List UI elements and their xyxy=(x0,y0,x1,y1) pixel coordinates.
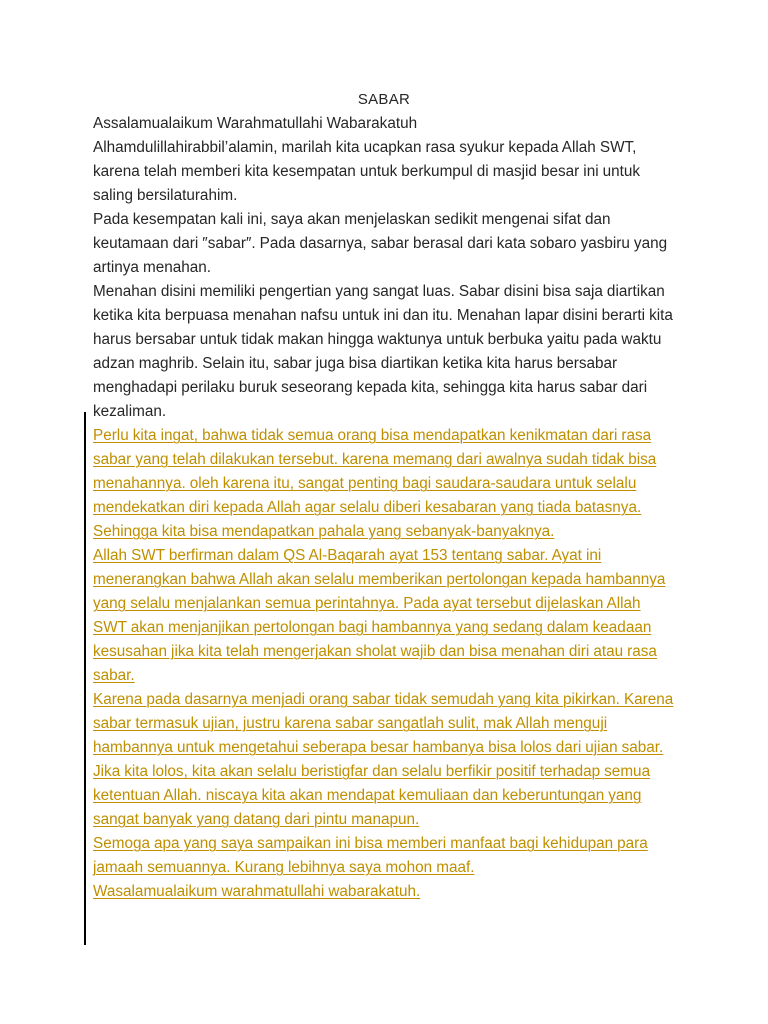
paragraph-revised-trial-of-patience: Karena pada dasarnya menjadi orang sabar tidak semudah yang kita pikirkan. Karena sabar termasuk ujian, justru karena sabar sangatlah sulit, mak Allah menguji hambannya untuk mengetahui seberapa besar hambanya bisa lolos dari ujian sabar. Jika kita lolos, kita akan selalu beristigfar dan selalu berfikir positif terhadap semua ketentuan Allah. niscaya kita akan mendapat kemuliaan dan keberuntungan yang sangat banyak yang datang dari pintu manapun. xyxy=(93,691,674,828)
paragraph-revised-reminder: Perlu kita ingat, bahwa tidak semua orang bisa mendapatkan kenikmatan dari rasa sabar yang telah dilakukan tersebut. karena memang dari awalnya sudah tidak bisa menahannya. oleh karena itu, sangat penting bagi saudara-saudara untuk selalu mendekatkan diri kepada Allah agar selalu diberi kesabaran yang tiada batasnya. Sehingga kita bisa mendapatkan pahala yang sebanyak-banyaknya. xyxy=(93,427,657,540)
revision-change-bar xyxy=(84,412,86,945)
revised-text-block xyxy=(93,424,675,904)
paragraph-revised-quran-verse: Allah SWT berfirman dalam QS Al-Baqarah ayat 153 tentang sabar. Ayat ini menerangkan bahwa Allah akan selalu memberikan pertolongan kepada hambannya yang selalu menjalankan semua perintahnya. Pada ayat tersebut dijelaskan Allah SWT akan menjanjikan pertolongan bagi hambannya yang sedang dalam keadaan kesusahan jika kita telah mengerjakan sholat wajib dan bisa menahan diri atau rasa sabar. xyxy=(93,547,666,684)
paragraph-opening-praise: Alhamdulillahirabbil’alamin, marilah kita ucapkan rasa syukur kepada Allah SWT, karena telah memberi kita kesempatan untuk berkumpul di masjid besar ini untuk saling bersilaturahim. xyxy=(93,139,641,204)
paragraph-revised-closing-salutation: Wasalamualaikum warahmatullahi wabarakatuh. xyxy=(93,883,421,900)
paragraph-salutation: Assalamualaikum Warahmatullahi Wabarakatuh xyxy=(93,115,418,132)
paragraph-topic-introduction: Pada kesempatan kali ini, saya akan menjelaskan sedikit mengenai sifat dan keutamaan dari ″sabar″. Pada dasarnya, sabar berasal dari kata sobaro yasbiru yang artinya menahan. xyxy=(93,211,668,276)
document-title: SABAR xyxy=(357,91,411,108)
document-body xyxy=(93,88,675,904)
paragraph-revised-closing-hope: Semoga apa yang saya sampaikan ini bisa memberi manfaat bagi kehidupan para jamaah semuannya. Kurang lebihnya saya mohon maaf. xyxy=(93,835,648,876)
paragraph-meaning-of-sabar: Menahan disini memiliki pengertian yang sangat luas. Sabar disini bisa saja diartikan ketika kita berpuasa menahan nafsu untuk ini dan itu. Menahan lapar disini berarti kita harus bersabar untuk tidak makan hingga waktunya untuk berbuka yaitu pada waktu adzan maghrib. Selain itu, sabar juga bisa diartikan ketika kita harus bersabar menghadapi perilaku buruk seseorang kepada kita, sehingga kita harus sabar dari kezaliman. xyxy=(93,283,673,420)
